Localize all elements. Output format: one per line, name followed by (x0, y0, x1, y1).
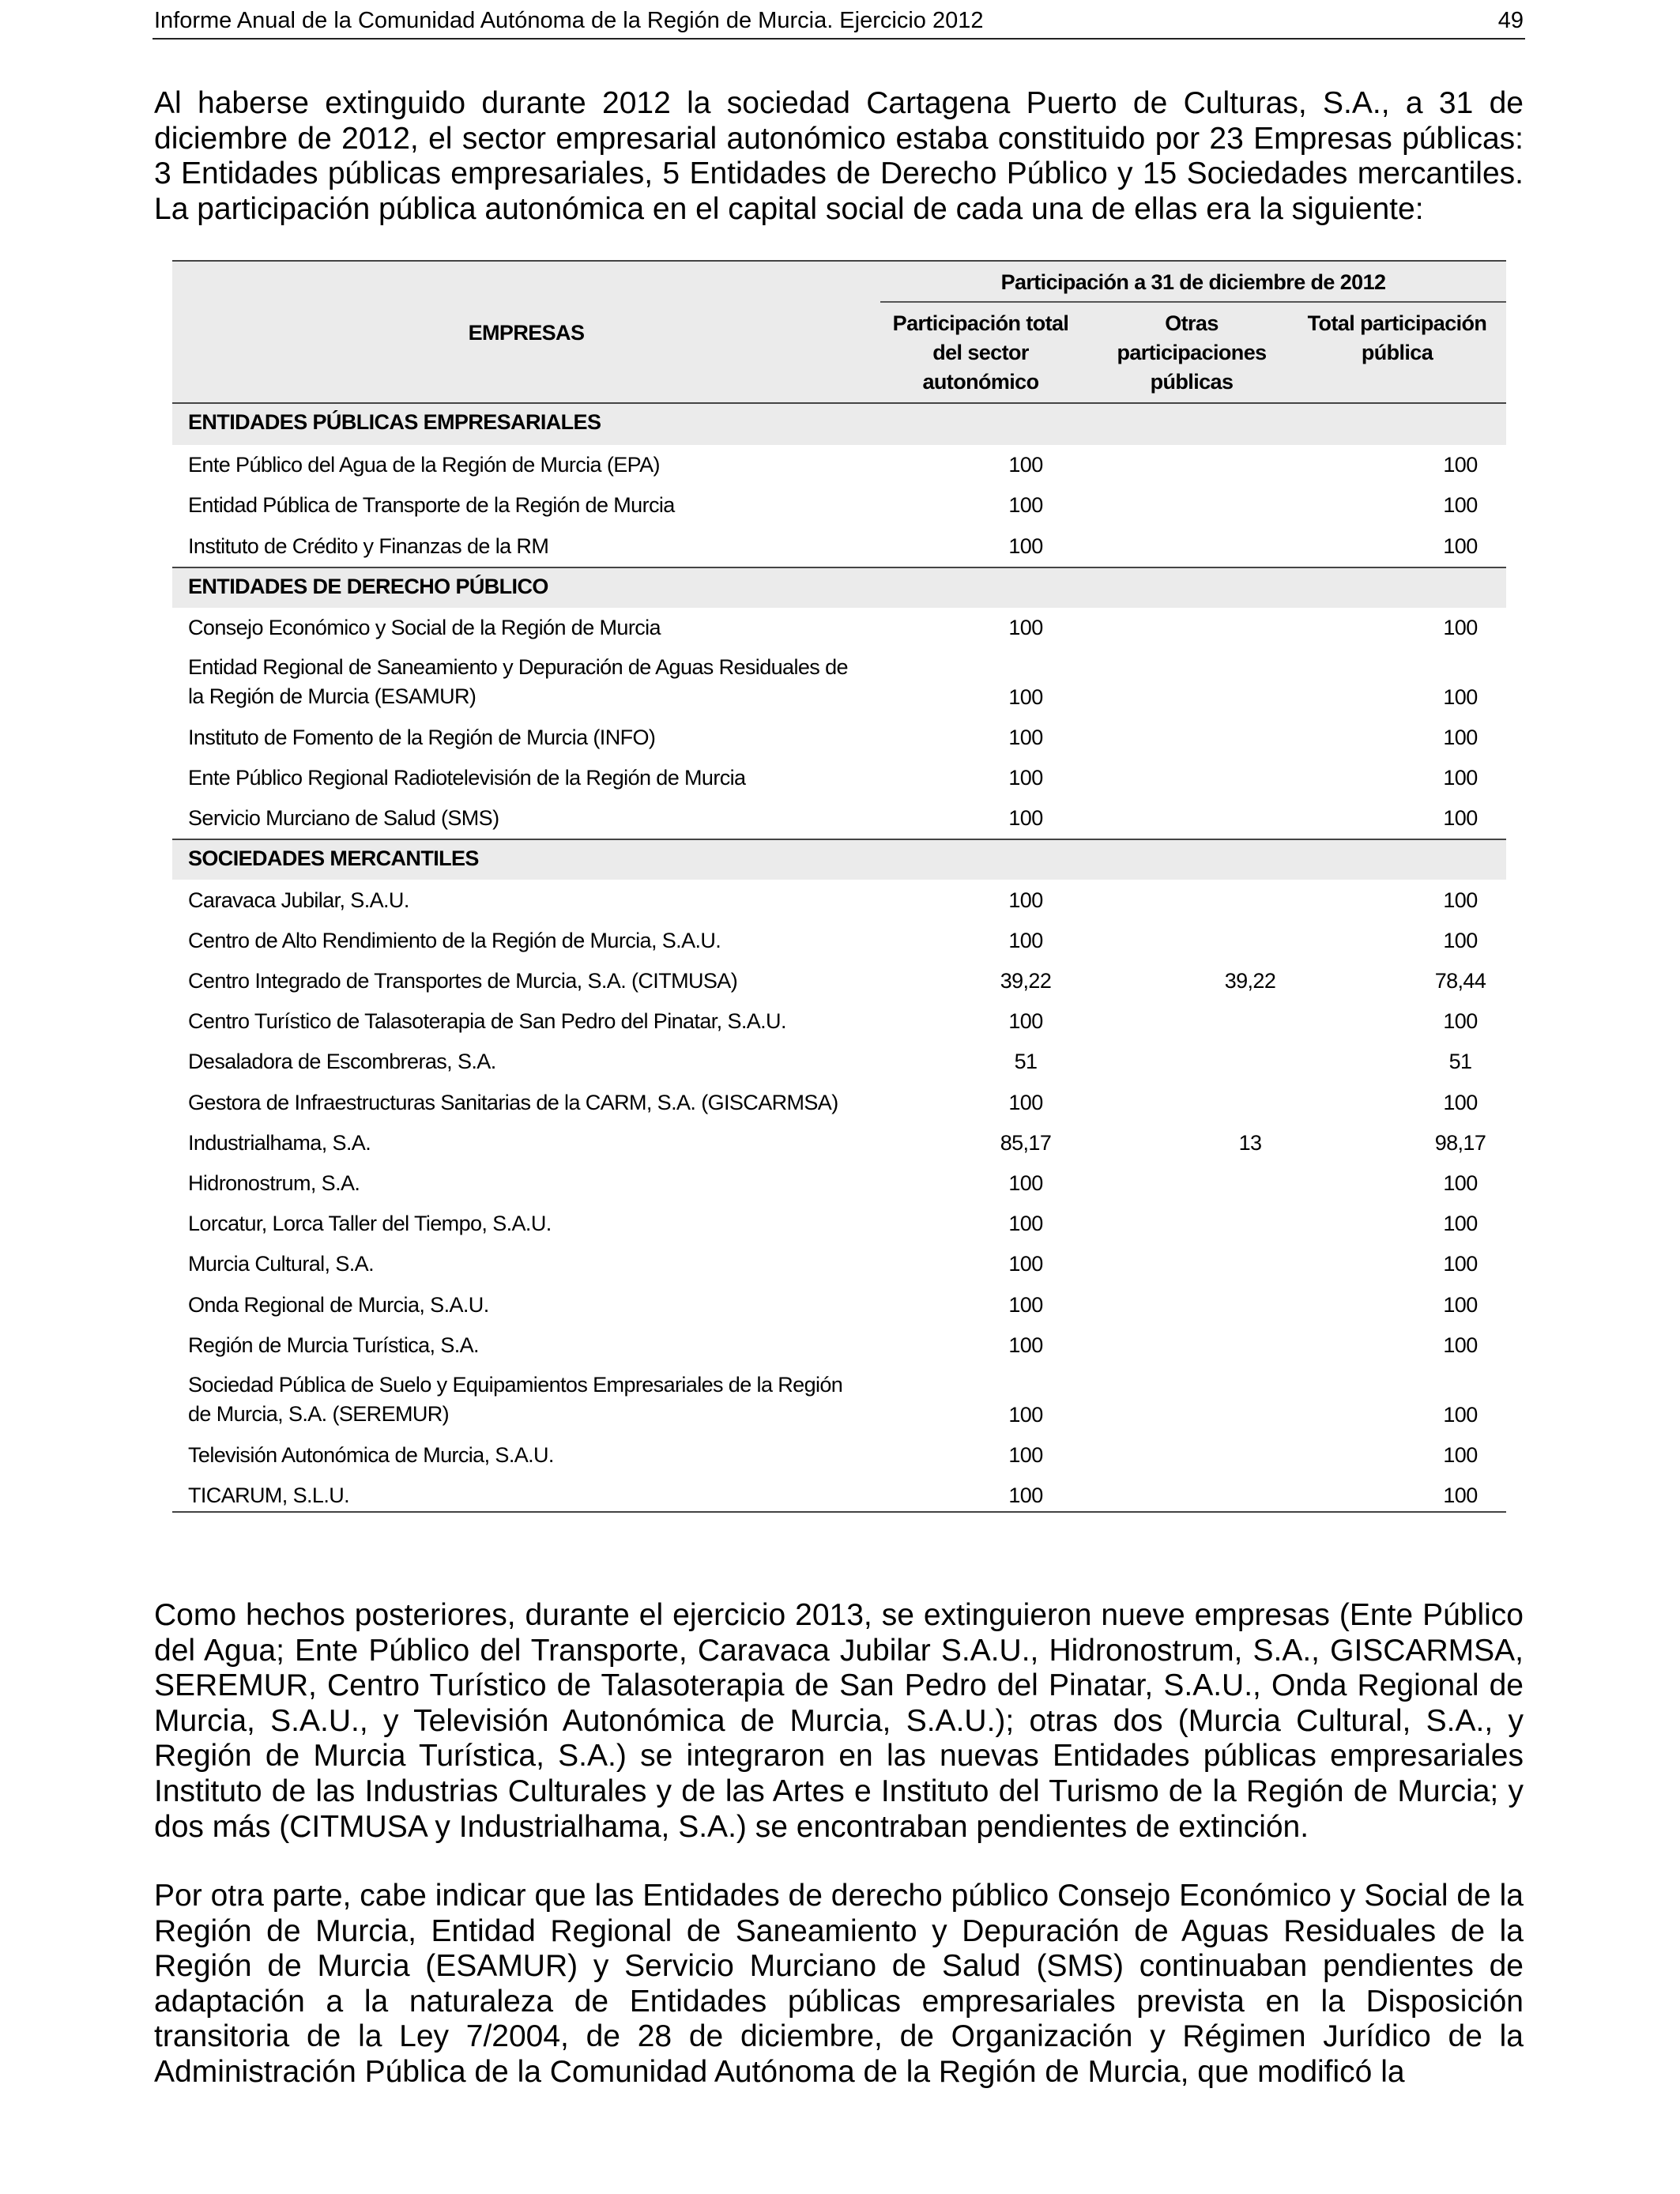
row-name: Desaladora de Escombreras, S.A. (188, 1050, 496, 1074)
row-name: Onda Regional de Murcia, S.A.U. (188, 1292, 489, 1317)
cell-otras: 39,22 (1224, 969, 1276, 993)
col-header-empresas: EMPRESAS (468, 321, 585, 345)
paragraph-hechos-posteriores: Como hechos posteriores, durante el ejercicio 2013, se extinguieron nueve empresas (Ente Público del Agua; Ente Público del Transporte, Caravaca Jubilar S.A.U., Hidronostrum, S.A., GISCARMSA, SEREMUR, Centro Turístico de Talasoterapia de San Pedro del Pinatar, S.A.U., Onda Regional de Murcia, S.A.U., y Televisión Autonómica de Murcia, S.A.U.); otras dos (Murcia Cultural, S.A., y Región de Murcia Turística, S.A.) se integraron en las nuevas Entidades públicas empresariales Instituto de las Industrias Culturales y de las Artes e Instituto del Turismo de la Región de Murcia; y dos más (CITMUSA y Industrialhama, S.A.) se encontraban pendientes de extinción. (154, 1598, 1524, 1844)
row-name-line1: Sociedad Pública de Suelo y Equipamientos Empresariales de la Región (188, 1372, 843, 1397)
row-name: Ente Público Regional Radiotelevisión de la Región de Murcia (188, 766, 746, 790)
cell-sector: 100 (1008, 615, 1043, 639)
row-name: Instituto de Fomento de la Región de Murcia (INFO) (188, 726, 656, 749)
row-name: Ente Público del Agua de la Región de Murcia (EPA) (188, 453, 660, 477)
row-name: Centro Integrado de Transportes de Murcia, S.A. (CITMUSA) (188, 969, 738, 993)
cell-total: 78,44 (1434, 969, 1486, 993)
cell-sector: 100 (1008, 1212, 1043, 1236)
cell-total: 100 (1443, 928, 1478, 952)
section-title: SOCIEDADES MERCANTILES (188, 846, 479, 871)
cell-sector: 100 (1008, 1252, 1043, 1276)
cell-sector: 100 (1008, 928, 1043, 952)
page-number: 49 (1497, 8, 1524, 33)
cell-sector: 100 (1008, 1483, 1043, 1508)
cell-sector: 100 (1008, 453, 1043, 477)
col-group-header: Participación a 31 de diciembre de 2012 (1000, 270, 1386, 294)
cell-sector: 100 (1008, 726, 1043, 749)
cell-sector: 100 (1008, 684, 1043, 709)
cell-sector: 39,22 (1000, 969, 1052, 993)
cell-sector: 100 (1008, 1090, 1043, 1114)
row-name: Región de Murcia Turística, S.A. (188, 1333, 479, 1357)
row-name: Hidronostrum, S.A. (188, 1171, 360, 1195)
cell-sector: 100 (1008, 1009, 1043, 1034)
cell-total: 100 (1443, 533, 1478, 558)
cell-sector: 100 (1008, 1171, 1043, 1195)
cell-total: 100 (1443, 684, 1478, 709)
row-name-line2: la Región de Murcia (ESAMUR) (188, 684, 477, 708)
cell-total: 51 (1448, 1050, 1472, 1074)
section-header (172, 404, 1506, 445)
row-name: Instituto de Crédito y Finanzas de la RM (188, 533, 549, 558)
section-title: ENTIDADES PÚBLICAS EMPRESARIALES (188, 410, 601, 434)
cell-sector: 100 (1008, 806, 1043, 831)
header-title: Informe Anual de la Comunidad Autónoma de la Región de Murcia. Ejercicio 2012 (154, 8, 984, 33)
cell-sector: 100 (1008, 493, 1043, 518)
cell-sector: 100 (1008, 888, 1043, 912)
cell-total: 100 (1443, 453, 1478, 477)
cell-total: 100 (1443, 726, 1478, 749)
row-name: Industrialhama, S.A. (188, 1130, 371, 1155)
section-title: ENTIDADES DE DERECHO PÚBLICO (188, 574, 548, 598)
row-name-line1: Entidad Regional de Saneamiento y Depuración de Aguas Residuales de (188, 654, 848, 679)
row-name: Televisión Autonómica de Murcia, S.A.U. (188, 1443, 554, 1467)
row-name: Centro de Alto Rendimiento de la Región de Murcia, S.A.U. (188, 928, 721, 952)
cell-total: 100 (1443, 1402, 1478, 1427)
row-name: Murcia Cultural, S.A. (188, 1252, 374, 1276)
cell-sector: 100 (1008, 1333, 1043, 1357)
page-header (153, 5, 1525, 40)
cell-sector: 100 (1008, 1402, 1043, 1427)
cell-total: 100 (1443, 1292, 1478, 1317)
cell-sector: 100 (1008, 1292, 1043, 1317)
table-bottom-rule (172, 1511, 1506, 1513)
col-header-otras: Otras participaciones públicas (1117, 311, 1267, 394)
row-name-line2: de Murcia, S.A. (SEREMUR) (188, 1401, 450, 1426)
cell-otras: 13 (1238, 1130, 1262, 1155)
cell-total: 100 (1443, 1090, 1478, 1114)
col-header-total: Total participación pública (1307, 311, 1487, 364)
cell-sector: 100 (1008, 1443, 1043, 1467)
cell-total: 100 (1443, 806, 1478, 831)
row-name: Consejo Económico y Social de la Región de Murcia (188, 615, 661, 639)
cell-total: 100 (1443, 615, 1478, 639)
cell-total: 100 (1443, 1212, 1478, 1236)
cell-total: 98,17 (1434, 1130, 1486, 1155)
cell-total: 100 (1443, 1483, 1478, 1508)
row-name: TICARUM, S.L.U. (188, 1483, 350, 1508)
paragraph-por-otra-parte: Por otra parte, cabe indicar que las Entidades de derecho público Consejo Económico y Social de la Región de Murcia, Entidad Regional de Saneamiento y Depuración de Aguas Residuales de la Región de Murcia (ESAMUR) y Servicio Murciano de Salud (SMS) continuaban pendientes de adaptación a la naturaleza de Entidades públicas empresariales prevista en la Disposición transitoria de la Ley 7/2004, de 28 de diciembre, de Organización y Régimen Jurídico de la Administración Pública de la Comunidad Autónoma de la Región de Murcia, que modificó la (154, 1879, 1524, 2089)
cell-total: 100 (1443, 1252, 1478, 1276)
cell-sector: 85,17 (1000, 1130, 1052, 1155)
section-header (172, 839, 1506, 880)
cell-total: 100 (1443, 1009, 1478, 1034)
cell-total: 100 (1443, 766, 1478, 790)
cell-sector: 51 (1014, 1050, 1038, 1074)
participation-table (172, 260, 1506, 1513)
section-header (172, 567, 1506, 608)
row-name: Lorcatur, Lorca Taller del Tiempo, S.A.U. (188, 1212, 552, 1236)
cell-total: 100 (1443, 1171, 1478, 1195)
cell-total: 100 (1443, 888, 1478, 912)
cell-total: 100 (1443, 1333, 1478, 1357)
cell-total: 100 (1443, 1443, 1478, 1467)
row-name: Centro Turístico de Talasoterapia de San Pedro del Pinatar, S.A.U. (188, 1009, 786, 1034)
row-name: Gestora de Infraestructuras Sanitarias de la CARM, S.A. (GISCARMSA) (188, 1090, 838, 1114)
intro-paragraph: Al haberse extinguido durante 2012 la sociedad Cartagena Puerto de Culturas, S.A., a 31 de diciembre de 2012, el sector empresarial autonómico estaba constituido por 23 Empresas públicas: 3 Entidades públicas empresariales, 5 Entidades de Derecho Público y 15 Sociedades mercantiles. La participación pública autonómica en el capital social de cada una de ellas era la siguiente: (154, 86, 1524, 226)
cell-sector: 100 (1008, 766, 1043, 790)
row-name: Caravaca Jubilar, S.A.U. (188, 888, 409, 912)
col-header-sector: Participación total del sector autonómico (892, 311, 1069, 394)
table-header-divider (880, 301, 1506, 303)
row-name: Servicio Murciano de Salud (SMS) (188, 806, 499, 831)
cell-total: 100 (1443, 493, 1478, 518)
cell-sector: 100 (1008, 533, 1043, 558)
row-name: Entidad Pública de Transporte de la Región de Murcia (188, 493, 675, 518)
